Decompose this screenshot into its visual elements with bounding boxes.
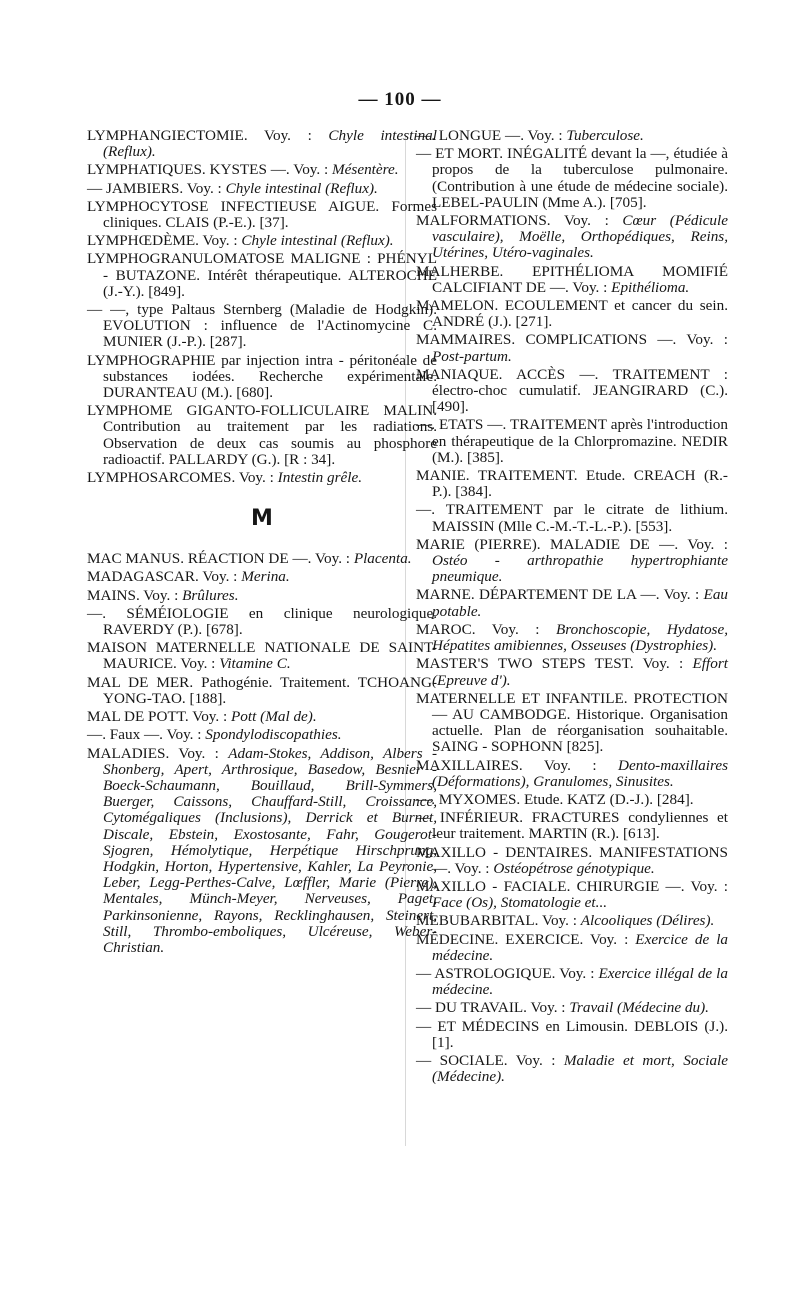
index-entry <box>416 537 728 586</box>
entry-head: LYMPHŒDÈME. <box>87 232 199 250</box>
entry-head: MASTER'S <box>416 655 489 673</box>
index-entry <box>87 569 437 585</box>
entry-reference: Exercice illégal de la médecine. <box>432 964 728 999</box>
left-column <box>87 128 437 958</box>
index-entry <box>416 656 728 688</box>
entry-body: par injection intra - péritonéale de substances iodées. Recherche expérimentale. DURANTEAU (M.). [680]. <box>103 351 438 402</box>
entry-reference: Post-partum. <box>432 347 512 365</box>
index-entry <box>416 622 728 654</box>
entry-body: Voy. : <box>563 212 623 230</box>
left-entries-list <box>87 128 437 486</box>
index-entry <box>416 1019 728 1051</box>
entry-reference: Bronchoscopie, Hydatose, Hépatites amibiennes, Osseuses (Dystrophies). <box>432 620 728 655</box>
entry-reference: Alcooliques (Délires). <box>580 912 715 930</box>
entry-head: LYMPHOME <box>87 402 173 420</box>
entry-body: CHIRURGIE —. Voy. : <box>576 877 728 895</box>
index-entry <box>87 675 437 707</box>
entry-body: ACCÈS —. TRAITEMENT : électro-choc cumulatif. JEANGIRARD (C.). [490]. <box>432 365 728 416</box>
index-entry <box>87 302 437 351</box>
entry-head: MAC MANUS. <box>87 550 185 568</box>
entry-body: Voy. : <box>202 568 242 586</box>
index-entry <box>87 233 437 249</box>
entry-body: TWO STEPS TEST. Voy. : <box>497 655 693 673</box>
entry-body: SÉMÉIOLOGIE en clinique neurologique. RAVERDY (P.). [678]. <box>103 604 437 639</box>
entry-reference: Pott (Mal de). <box>231 708 317 726</box>
entry-head: LYMPHATIQUES. <box>87 161 206 179</box>
index-entry <box>87 251 437 300</box>
index-entry <box>87 128 437 160</box>
entry-body: type Paltaus Sternberg (Maladie de Hodgkin). EVOLUTION : influence de l'Actinomycine C. MUNIER (J.-P.). [287]. <box>103 301 438 351</box>
index-entry <box>416 417 728 466</box>
entry-head: — ET MÉDECINS <box>416 1017 540 1035</box>
entry-reference: Chyle intestinal (Reflux). <box>103 127 437 161</box>
index-entry <box>416 213 728 262</box>
index-entry <box>87 709 437 725</box>
entry-body: en Limousin. DEBLOIS (J.). [1]. <box>432 1017 728 1051</box>
index-entry <box>87 640 437 672</box>
entry-head: MAXILLO - FACIALE. <box>416 877 571 895</box>
entry-head: — DU TRAVAIL. <box>416 999 527 1017</box>
entry-reference: Face (Os), Stomatologie et... <box>432 894 608 912</box>
entry-head: MAXILLAIRES. <box>416 756 523 774</box>
index-entry <box>416 332 728 364</box>
entry-body: Voy. : <box>530 999 570 1017</box>
entry-head: MALHERBE. <box>416 262 504 280</box>
entry-body: PROTECTION — AU CAMBODGE. Historique. Organisation actuelle. Plan de réorganisation souhaitable. SAING - SOPHONN [825]. <box>432 689 729 756</box>
index-entry <box>416 128 728 144</box>
entry-head: —. ETATS —. <box>416 416 507 434</box>
entry-head: LYMPHANGIECTOMIE. <box>87 127 248 144</box>
entry-body: DÉPARTEMENT DE LA —. Voy. : <box>479 586 704 604</box>
entry-head: —. <box>87 604 106 622</box>
section-letter: M <box>251 506 273 532</box>
entry-head: — —, <box>87 301 130 319</box>
entry-body: MANIFESTATIONS —. Voy. : <box>432 843 728 877</box>
entry-reference: Brûlures. <box>182 586 239 604</box>
entry-body: Voy. : <box>543 756 619 774</box>
index-entry <box>416 146 728 211</box>
entry-head: MARNE. <box>416 586 475 604</box>
entry-body: TRAITEMENT après l'introduction en thérapeutique de la Chlorpromazine. NEDIR (M.). [385]. <box>432 416 728 466</box>
left-entries-m-list <box>87 551 437 956</box>
entry-reference: Tuberculose. <box>566 127 644 144</box>
entry-head: MARIE (PIERRE). <box>416 535 541 553</box>
entry-body: EXERCICE. Voy. : <box>505 930 636 948</box>
entry-body: Voy. : <box>238 469 278 487</box>
index-entry <box>87 727 437 743</box>
index-entry <box>87 588 437 604</box>
entry-body: Voy. : <box>143 586 183 604</box>
index-entry <box>416 468 728 500</box>
entry-reference: Intestin grêle. <box>277 469 362 487</box>
entry-body: INÉGALITÉ devant la —, étudiée à propos de la tuberculose pulmonaire. (Contribution à une étude de médecine sociale). LEBEL-PAULIN (Mme A.). [705]. <box>432 145 728 211</box>
entry-body: Etude. KATZ (D.-J.). [284]. <box>524 790 694 808</box>
entry-head: MALADIES. <box>87 744 170 762</box>
entry-body: Voy. : <box>491 620 556 638</box>
entry-head: — JAMBIERS. <box>87 179 184 197</box>
entry-body: RÉACTION DE —. Voy. : <box>187 550 354 568</box>
entry-body: Voy. : <box>527 127 567 144</box>
entry-head: LYMPHOSARCOMES. <box>87 469 236 487</box>
index-entry <box>416 758 728 790</box>
entry-body: Voy. : <box>263 127 329 144</box>
entry-head: MADAGASCAR. <box>87 568 199 586</box>
index-entry <box>87 162 437 178</box>
index-entry <box>416 587 728 619</box>
entry-head: —. <box>416 501 435 519</box>
entry-reference: Ostéopétrose génotypique. <box>493 859 655 877</box>
entry-body: Voy. : <box>178 744 229 762</box>
entry-reference: Dento-maxillaires (Déformations), Granulomes, Sinusites. <box>432 756 728 790</box>
entry-head: MÉDECINE. <box>416 930 499 948</box>
index-entry <box>416 502 728 534</box>
right-column <box>416 128 728 1087</box>
index-entry <box>87 353 437 402</box>
entry-head: MAROC. <box>416 620 476 638</box>
entry-reference: Eau potable. <box>432 586 729 620</box>
index-entry <box>416 792 728 808</box>
entry-body: TRAITEMENT. Etude. CREACH (R.-P.). [384]. <box>432 467 728 501</box>
entry-head: LYMPHOGRANULOMATOSE <box>87 250 285 268</box>
entry-head: —. Faux —. <box>87 726 163 744</box>
index-entry <box>87 181 437 197</box>
entry-body: Pathogénie. Traitement. TCHOANG-YONG-TAO. [188]. <box>103 673 438 707</box>
entry-reference: Ostéo - arthropathie hypertrophiante pneumique. <box>432 552 728 586</box>
index-entry <box>87 470 437 486</box>
index-entry <box>416 932 728 964</box>
entry-reference: Cœur (Pédicule vasculaire), Moëlle, Orthopédiques, Reins, Utérines, Utéro-vaginales. <box>432 212 728 262</box>
index-entry <box>416 1000 728 1016</box>
entry-head: MALFORMATIONS. <box>416 212 551 230</box>
entry-body: TRAITEMENT par le citrate de lithium. MAISSIN (Mlle C.-M.-T.-L.-P.). [553]. <box>432 501 728 535</box>
entry-body: KYSTES —. Voy. : <box>209 161 333 179</box>
index-entry <box>416 913 728 929</box>
entry-reference: Merina. <box>241 568 290 586</box>
entry-head: MAMMAIRES. <box>416 331 516 349</box>
entry-body: Voy. : <box>559 964 599 982</box>
entry-body: MALADIE DE —. Voy. : <box>550 535 728 553</box>
index-entry <box>87 746 437 957</box>
entry-reference: Exercice de la médecine. <box>432 930 729 964</box>
index-entry <box>416 691 728 756</box>
index-entry <box>87 199 437 231</box>
entry-head: MAMELON. <box>416 297 499 315</box>
entry-body: MATERNELLE NATIONALE DE SAINT-MAURICE. Voy. : <box>103 639 438 673</box>
page-number: — 100 — <box>358 89 442 110</box>
entry-head: MEBUBARBITAL. <box>416 912 539 930</box>
entry-head: MANIAQUE. <box>416 365 503 383</box>
entry-body: ECOULEMENT et cancer du sein. ANDRÉ (J.). [271]. <box>432 297 728 331</box>
entry-reference: Effort (Epreuve d'). <box>432 655 728 689</box>
index-entry <box>416 966 728 998</box>
entry-head: — ET MORT. <box>416 145 504 163</box>
entry-body: FRACTURES condyliennes et leur traitement. MARTIN (R.). [613]. <box>432 809 729 843</box>
entry-head: LYMPHOCYTOSE <box>87 197 209 215</box>
entry-reference: Mésentère. <box>332 161 399 179</box>
entry-body: INFECTIEUSE AIGUE. Formes cliniques. CLAIS (P.-E.). [37]. <box>103 197 437 232</box>
entry-head: MAXILLO - DENTAIRES. <box>416 843 593 861</box>
entry-body: Voy. : <box>515 1051 564 1069</box>
entry-reference: Vitamine C. <box>219 655 291 673</box>
entry-head: MAINS. <box>87 586 140 604</box>
entry-body: COMPLICATIONS —. Voy. : <box>525 331 728 349</box>
entry-body: Voy. : <box>541 912 581 930</box>
entry-head: — ASTROLOGIQUE. <box>416 964 556 982</box>
entry-head: MANIE. <box>416 467 470 485</box>
index-entry <box>87 551 437 567</box>
entry-reference: Spondylodiscopathies. <box>205 726 342 744</box>
entry-body: Voy. : <box>192 708 232 726</box>
entry-body: Voy. : <box>202 232 242 250</box>
index-entry <box>416 298 728 330</box>
index-entry <box>87 606 437 638</box>
entry-head: LYMPHOGRAPHIE <box>87 351 216 369</box>
entry-reference: Chyle intestinal (Reflux). <box>225 179 378 197</box>
entry-body: Voy. : <box>166 726 206 744</box>
entry-head: MAL DE MER. <box>87 673 194 691</box>
entry-body: EPITHÉLIOMA MOMIFIÉ CALCIFIANT DE —. Voy. : <box>432 262 728 296</box>
index-entry <box>416 1053 728 1085</box>
entry-reference: Chyle intestinal (Reflux). <box>241 232 394 250</box>
entry-head: —. LONGUE —. <box>416 127 524 144</box>
index-entry <box>416 264 728 296</box>
entry-reference: Adam-Stokes, Addison, Albers - Shonberg, Apert, Arthrosique, Basedow, Besnier - Boeck-Schaumann, Bouillaud, Brill-Symmers, Buerger, Caissons, Chauffard-Still, Croissance, Cytomégaliques (Inclusions), Derrick et Burnet, Discale, Ebstein, Exostosante, Fahr, Gougerot-Sjogren, Hémolytique, Herpétique Hirschprung, Hodgkin, Horton, Hypertensive, Kahler, La Peyronie, Leber, Legg-Perthes-Calve, Lœffler, Marie (Pierre), Mentales, Münch-Meyer, Nerveuses, Paget, Parkinsonienne, Rayons, Recklinghausen, Steinert, Still, Thrombo-emboliques, Ulcéreuse, Weber-Christian. <box>103 744 437 956</box>
entry-head: —. MYXOMES. <box>416 790 521 808</box>
entry-reference: Placenta. <box>353 550 412 568</box>
index-entry <box>87 403 437 468</box>
entry-head: — INFÉRIEUR. <box>416 809 524 827</box>
index-entry <box>416 367 728 416</box>
index-entry <box>416 879 728 911</box>
entry-reference: Epithélioma. <box>611 278 690 296</box>
entry-head: — SOCIALE. <box>416 1051 508 1069</box>
right-entries-list <box>416 128 728 1085</box>
entry-reference: Travail (Médecine du). <box>569 999 709 1017</box>
entry-head: MAISON <box>87 639 147 657</box>
entry-head: MATERNELLE ET INFANTILE. <box>416 689 628 707</box>
index-entry <box>416 810 728 842</box>
entry-head: MAL DE POTT. <box>87 708 189 726</box>
entry-body: GIGANTO-FOLLICULAIRE MALIN. Contribution au traitement par les radiations. Observation de deux cas soumis au phosphore radioactif. PALLARDY (G.). [R : 34]. <box>103 402 437 468</box>
index-entry <box>416 845 728 877</box>
entry-body: MALIGNE : PHÉNYL - BUTAZONE. Intérêt thérapeutique. ALTEROCHE (J.-Y.). [849]. <box>103 250 437 300</box>
entry-body: Voy. : <box>186 179 226 197</box>
entry-reference: Maladie et mort, Sociale (Médecine). <box>432 1051 729 1086</box>
